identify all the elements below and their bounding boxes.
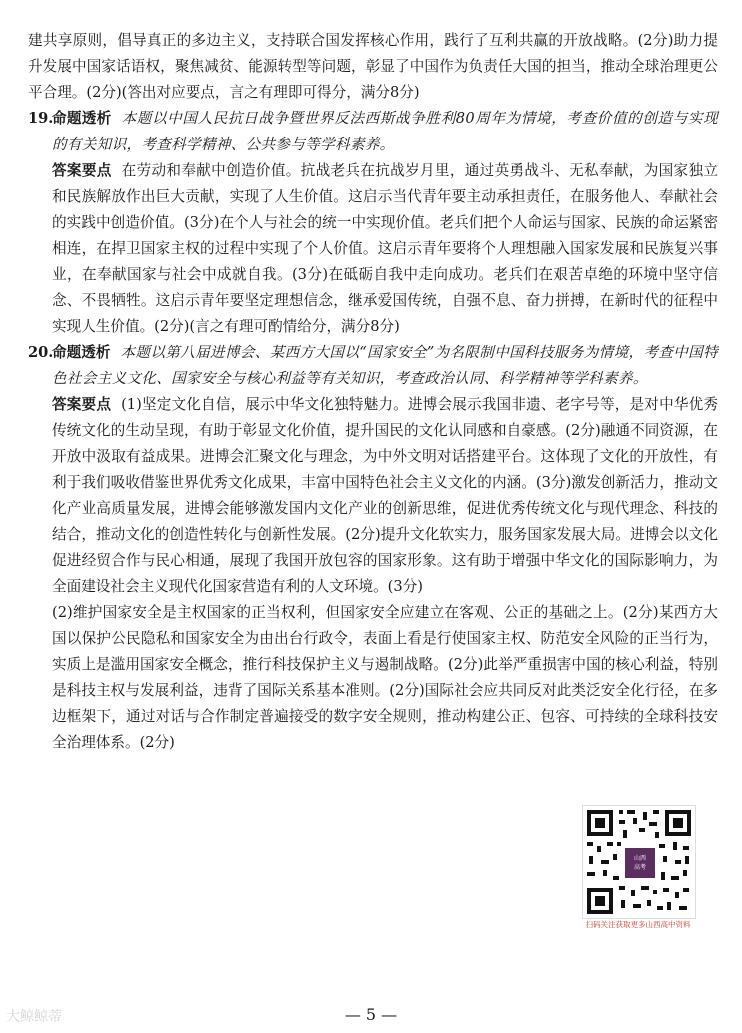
question-20-analysis [52, 340, 718, 392]
question-19-number: 19. [28, 110, 54, 127]
qr-code[interactable] [582, 805, 696, 919]
analysis-text: 本题以中国人民抗日战争暨世界反法西斯战争胜利80周年为情境，考查价值的创造与实现的有关知识，考查科学精神、公共参与等学科素养。 [52, 110, 718, 153]
question-20-number: 20. [28, 344, 54, 361]
watermark: 大鲸鲸蒂 [6, 1009, 62, 1025]
continued-answer-paragraph: 建共享原则，倡导真正的多边主义，支持联合国发挥核心作用，践行了互利共赢的开放战略。(2分)助力提升发展中国家话语权，聚焦减贫、能源转型等问题，彰显了中国作为负责任大国的担当，推动全球治理更公平合理。(2分)(答出对应要点，言之有理即可得分，满分8分) [28, 32, 718, 101]
qr-logo-text-2: 高考 [633, 864, 646, 871]
question-20-answer-part-1 [52, 392, 718, 600]
analysis-label: 命题透析 [52, 344, 111, 361]
answer-label: 答案要点 [52, 162, 112, 179]
question-19-analysis [52, 106, 718, 158]
page-number: — 5 — [344, 1005, 398, 1024]
question-19-answer [52, 158, 718, 340]
answer-text: 在劳动和奉献中创造价值。抗战老兵在抗战岁月里，通过英勇战斗、无私奉献，为国家独立和民族解放作出巨大贡献，实现了人生价值。这启示当代青年要主动承担责任，在服务他人、奉献社会的实践中创造价值。(3分)在个人与社会的统一中实现价值。老兵们把个人命运与国家、民族的命运紧密相连，在捍卫国家主权的过程中实现了个人价值。这启示青年要将个人理想融入国家发展和民族复兴事业，在奉献国家与社会中成就自我。(3分)在砥砺自我中走向成功。老兵们在艰苦卓绝的环境中坚守信念、不畏牺牲。这启示青年要坚定理想信念，继承爱国传统，自强不息、奋力拼搏，在新时代的征程中实现人生价值。(2分)(言之有理可酌情给分，满分8分) [52, 162, 718, 335]
qr-caption: 扫码关注获取更多山西高中资料 [585, 920, 691, 929]
analysis-text: 本题以第八届进博会、某西方大国以“国家安全”为名限制中国科技服务为情境，考查中国特色社会主义文化、国家安全与核心利益等有关知识，考查政治认同、科学精神等学科素养。 [52, 344, 718, 387]
answer-label: 答案要点 [52, 396, 112, 413]
qr-logo-text-1: 山西 [633, 855, 646, 862]
question-20-answer-part-2: (2)维护国家安全是主权国家的正当权利，但国家安全应建立在客观、公正的基础之上。(2分)某西方大国以保护公民隐私和国家安全为由出台行政令，表面上看是行使国家主权、防范安全风险的正当行为，实质上是滥用国家安全概念，推行科技保护主义与遏制战略。(2分)此举严重损害中国的核心利益，特别是科技主权与发展利益，违背了国际关系基本准则。(2分)国际社会应共同反对此类泛安全化行径，在多边框架下，通过对话与合作制定普遍接受的数字安全规则，推动构建公正、包容、可持续的全球科技安全治理体系。(2分) [52, 604, 718, 751]
qr-center-logo [623, 846, 657, 880]
analysis-label: 命题透析 [52, 110, 112, 127]
answer-text: (1)坚定文化自信，展示中华文化独特魅力。进博会展示我国非遗、老字号等，是对中华优秀传统文化的生动呈现，有助于彰显文化价值，提升国民的文化认同感和自豪感。(2分)融通不同资源，在开放中汲取有益成果。进博会汇聚文化与理念，为中外文明对话搭建平台。这体现了文化的开放性，有利于我们吸收借鉴世界优秀文化成果，丰富中国特色社会主义文化的内涵。(3分)激发创新活力，推动文化产业高质量发展，进博会能够激发国内文化产业的创新思维，促进优秀传统文化与现代理念、科技的结合，推动文化的创造性转化与创新性发展。(2分)提升文化软实力，服务国家发展大局。进博会以文化促进经贸合作与民心相通，展现了我国开放包容的国家形象。这有助于增强中华文化的国际影响力，为全面建设社会主义现代化国家营造有利的人文环境。(3分) [52, 396, 718, 595]
